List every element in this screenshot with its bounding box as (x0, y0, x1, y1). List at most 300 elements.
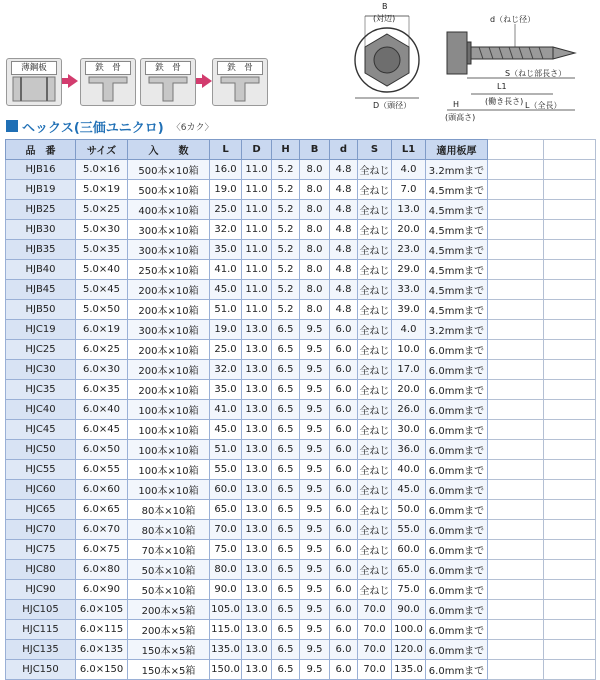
b-label: B (382, 2, 388, 11)
table-cell: 4.5mmまで (426, 280, 488, 300)
b-sub-label: (対辺) (373, 14, 396, 23)
table-cell: 13.0 (242, 420, 272, 440)
table-cell: 8.0 (300, 160, 330, 180)
empty-cell (488, 200, 544, 220)
table-cell: 500本×10箱 (128, 160, 210, 180)
table-cell: 135.0 (210, 640, 242, 660)
table-cell: 70.0 (210, 520, 242, 540)
table-cell: 5.0×45 (76, 280, 128, 300)
empty-cell (488, 600, 544, 620)
table-cell: 200本×10箱 (128, 340, 210, 360)
table-cell: 50本×10箱 (128, 580, 210, 600)
table-cell: 8.0 (300, 260, 330, 280)
table-row (6, 160, 596, 180)
table-cell: 80本×10箱 (128, 500, 210, 520)
table-cell: 8.0 (300, 280, 330, 300)
d-thread-label: d（ねじ径） (490, 15, 536, 24)
table-cell: 30.0 (392, 420, 426, 440)
table-cell: HJB35 (6, 240, 76, 260)
empty-cell (488, 320, 544, 340)
table-cell: 6.0 (330, 400, 358, 420)
empty-cell (488, 500, 544, 520)
table-cell: 8.0 (300, 240, 330, 260)
table-cell: HJC65 (6, 500, 76, 520)
table-cell: 70本×10箱 (128, 540, 210, 560)
table-cell: 65.0 (210, 500, 242, 520)
table-cell: HJC105 (6, 600, 76, 620)
empty-cell (544, 220, 596, 240)
table-cell: 45.0 (210, 420, 242, 440)
thin-steel-plate-icon (6, 58, 62, 106)
table-cell: 11.0 (242, 220, 272, 240)
table-cell: 6.5 (272, 620, 300, 640)
table-cell: 9.5 (300, 560, 330, 580)
table-cell: 300本×10箱 (128, 220, 210, 240)
empty-cell (544, 500, 596, 520)
table-cell: 6.5 (272, 540, 300, 560)
empty-cell (544, 300, 596, 320)
table-cell: 6.0 (330, 460, 358, 480)
table-cell: 9.5 (300, 640, 330, 660)
table-cell: 6.0mmまで (426, 420, 488, 440)
table-row (6, 360, 596, 380)
empty-cell (544, 260, 596, 280)
table-cell: 80.0 (210, 560, 242, 580)
table-row (6, 620, 596, 640)
table-cell: 19.0 (210, 180, 242, 200)
table-row (6, 580, 596, 600)
table-cell: 9.5 (300, 540, 330, 560)
table-cell: 5.0×16 (76, 160, 128, 180)
table-cell: 3.2mmまで (426, 160, 488, 180)
table-cell: 全ねじ (358, 440, 392, 460)
table-cell: 65.0 (392, 560, 426, 580)
table-cell: 500本×10箱 (128, 180, 210, 200)
table-cell: HJB50 (6, 300, 76, 320)
table-cell: 5.2 (272, 160, 300, 180)
table-cell: HJB40 (6, 260, 76, 280)
col-header: 適用板厚 (426, 140, 488, 160)
table-cell: 6.0mmまで (426, 340, 488, 360)
arrow-right-icon (68, 74, 78, 88)
screw-dimension-diagram (345, 2, 595, 124)
table-cell: 9.5 (300, 660, 330, 680)
steel-frame-icon (80, 58, 136, 106)
table-cell: 250本×10箱 (128, 260, 210, 280)
table-cell: 50.0 (392, 500, 426, 520)
table-row (6, 520, 596, 540)
table-cell: 6.0 (330, 520, 358, 540)
table-cell: HJC40 (6, 400, 76, 420)
process-icons (6, 58, 266, 108)
table-row (6, 640, 596, 660)
empty-cell (544, 380, 596, 400)
empty-cell (544, 520, 596, 540)
table-row (6, 460, 596, 480)
table-cell: 135.0 (392, 660, 426, 680)
table-cell: 6.0×90 (76, 580, 128, 600)
table-cell: 45.0 (392, 480, 426, 500)
table-cell: 6.0 (330, 540, 358, 560)
table-cell: 4.5mmまで (426, 180, 488, 200)
table-cell: 90.0 (392, 600, 426, 620)
table-cell: 6.0×80 (76, 560, 128, 580)
table-row (6, 340, 596, 360)
table-cell: 全ねじ (358, 240, 392, 260)
l-label: L（全長） (525, 101, 562, 110)
table-cell: 6.0×150 (76, 660, 128, 680)
table-cell: 6.0 (330, 420, 358, 440)
table-cell: 6.0mmまで (426, 660, 488, 680)
table-cell: HJC45 (6, 420, 76, 440)
table-cell: 全ねじ (358, 540, 392, 560)
table-cell: HJC25 (6, 340, 76, 360)
empty-cell (544, 320, 596, 340)
table-cell: HJB25 (6, 200, 76, 220)
table-cell: HJC90 (6, 580, 76, 600)
table-cell: HJC75 (6, 540, 76, 560)
table-cell: 6.0mmまで (426, 600, 488, 620)
table-cell: 6.0mmまで (426, 480, 488, 500)
empty-cell (488, 380, 544, 400)
empty-cell (488, 660, 544, 680)
empty-cell (544, 280, 596, 300)
empty-col-header (544, 140, 596, 160)
table-row (6, 400, 596, 420)
table-cell: 5.0×35 (76, 240, 128, 260)
table-cell: 8.0 (300, 180, 330, 200)
table-cell: 13.0 (242, 500, 272, 520)
table-cell: 55.0 (210, 460, 242, 480)
col-header: 品 番 (6, 140, 76, 160)
table-cell: 13.0 (242, 380, 272, 400)
table-cell: 5.2 (272, 300, 300, 320)
table-cell: 23.0 (392, 240, 426, 260)
table-cell: 5.2 (272, 240, 300, 260)
table-cell: 全ねじ (358, 560, 392, 580)
table-cell: 25.0 (210, 340, 242, 360)
table-cell: 4.8 (330, 180, 358, 200)
table-row (6, 220, 596, 240)
table-cell: 6.0mmまで (426, 360, 488, 380)
table-cell: 全ねじ (358, 300, 392, 320)
table-cell: 6.0 (330, 340, 358, 360)
table-cell: 3.2mmまで (426, 320, 488, 340)
table-cell: 6.0×45 (76, 420, 128, 440)
table-cell: 100本×10箱 (128, 480, 210, 500)
table-cell: 4.0 (392, 160, 426, 180)
table-cell: 13.0 (392, 200, 426, 220)
table-cell: 6.0 (330, 500, 358, 520)
empty-cell (488, 480, 544, 500)
table-cell: 13.0 (242, 580, 272, 600)
table-cell: 13.0 (242, 600, 272, 620)
table-row (6, 380, 596, 400)
col-header: d (330, 140, 358, 160)
table-row (6, 480, 596, 500)
empty-cell (488, 400, 544, 420)
table-cell: 全ねじ (358, 580, 392, 600)
table-cell: 全ねじ (358, 280, 392, 300)
table-cell: 6.0mmまで (426, 540, 488, 560)
table-cell: 17.0 (392, 360, 426, 380)
table-header-row (6, 140, 596, 160)
table-cell: 16.0 (210, 160, 242, 180)
table-cell: 13.0 (242, 440, 272, 460)
table-cell: 全ねじ (358, 220, 392, 240)
table-cell: 33.0 (392, 280, 426, 300)
empty-cell (488, 340, 544, 360)
section-title: ヘックス(三価ユニクロ) (22, 120, 164, 136)
empty-cell (544, 200, 596, 220)
table-cell: 6.0×60 (76, 480, 128, 500)
table-cell: 9.5 (300, 480, 330, 500)
empty-cell (488, 560, 544, 580)
table-cell: 75.0 (210, 540, 242, 560)
table-cell: 5.0×40 (76, 260, 128, 280)
col-header: H (272, 140, 300, 160)
table-cell: 6.0mmまで (426, 580, 488, 600)
table-cell: 5.2 (272, 260, 300, 280)
table-cell: 9.5 (300, 420, 330, 440)
table-cell: 6.5 (272, 660, 300, 680)
table-cell: 4.5mmまで (426, 300, 488, 320)
table-cell: 11.0 (242, 200, 272, 220)
table-row (6, 280, 596, 300)
empty-cell (544, 640, 596, 660)
table-cell: 400本×10箱 (128, 200, 210, 220)
empty-cell (544, 340, 596, 360)
table-cell: 10.0 (392, 340, 426, 360)
square-bullet-icon (6, 120, 18, 132)
col-header: S (358, 140, 392, 160)
table-cell: 19.0 (210, 320, 242, 340)
table-cell: 300本×10箱 (128, 320, 210, 340)
empty-cell (544, 660, 596, 680)
table-cell: 5.0×50 (76, 300, 128, 320)
table-cell: 13.0 (242, 320, 272, 340)
table-cell: 6.0 (330, 360, 358, 380)
table-cell: 4.5mmまで (426, 240, 488, 260)
table-cell: 6.0mmまで (426, 520, 488, 540)
table-cell: 11.0 (242, 160, 272, 180)
table-cell: 35.0 (210, 380, 242, 400)
table-cell: 70.0 (358, 600, 392, 620)
empty-cell (544, 180, 596, 200)
table-cell: HJC115 (6, 620, 76, 640)
table-cell: HJC150 (6, 660, 76, 680)
table-cell: 6.0×105 (76, 600, 128, 620)
table-cell: 13.0 (242, 480, 272, 500)
table-cell: 9.5 (300, 360, 330, 380)
table-cell: 11.0 (242, 180, 272, 200)
table-cell: HJB30 (6, 220, 76, 240)
empty-cell (488, 160, 544, 180)
table-cell: 4.5mmまで (426, 220, 488, 240)
table-cell: 5.0×30 (76, 220, 128, 240)
section-header (6, 117, 214, 135)
col-header: D (242, 140, 272, 160)
table-cell: 6.5 (272, 320, 300, 340)
table-row (6, 600, 596, 620)
table-cell: 6.0 (330, 320, 358, 340)
table-cell: 6.0×65 (76, 500, 128, 520)
icon-label: 鉄 骨 (217, 61, 263, 75)
empty-cell (488, 440, 544, 460)
table-cell: 全ねじ (358, 180, 392, 200)
table-cell: 50本×10箱 (128, 560, 210, 580)
section-subtitle: 〈6カク〉 (171, 122, 214, 133)
table-cell: 13.0 (242, 520, 272, 540)
table-cell: 4.5mmまで (426, 260, 488, 280)
table-cell: 6.5 (272, 460, 300, 480)
arrow-right-icon (202, 74, 212, 88)
table-cell: 4.5mmまで (426, 200, 488, 220)
table-cell: 全ねじ (358, 320, 392, 340)
table-cell: 6.0×75 (76, 540, 128, 560)
table-cell: 6.0×25 (76, 340, 128, 360)
col-header: L (210, 140, 242, 160)
table-cell: 13.0 (242, 360, 272, 380)
table-cell: 13.0 (242, 620, 272, 640)
table-cell: 全ねじ (358, 480, 392, 500)
table-cell: 6.5 (272, 640, 300, 660)
table-cell: 70.0 (358, 620, 392, 640)
table-cell: 32.0 (210, 360, 242, 380)
table-cell: 6.5 (272, 520, 300, 540)
table-cell: 6.0mmまで (426, 380, 488, 400)
table-cell: 200本×10箱 (128, 360, 210, 380)
table-cell: 300本×10箱 (128, 240, 210, 260)
empty-cell (544, 240, 596, 260)
table-cell: 6.0×50 (76, 440, 128, 460)
table-cell: HJC35 (6, 380, 76, 400)
table-cell: HJC19 (6, 320, 76, 340)
table-cell: 51.0 (210, 440, 242, 460)
table-cell: 13.0 (242, 640, 272, 660)
table-cell: 6.0 (330, 660, 358, 680)
l1-sub-label: (働き長さ) (485, 97, 524, 106)
table-cell: 60.0 (210, 480, 242, 500)
table-cell: 6.0×35 (76, 380, 128, 400)
table-cell: 6.5 (272, 440, 300, 460)
table-cell: 100本×10箱 (128, 420, 210, 440)
table-cell: 6.5 (272, 580, 300, 600)
empty-cell (544, 560, 596, 580)
empty-cell (544, 460, 596, 480)
steel-frame-icon (140, 58, 196, 106)
table-cell: 全ねじ (358, 420, 392, 440)
table-cell: 41.0 (210, 400, 242, 420)
table-cell: 5.0×19 (76, 180, 128, 200)
table-cell: 全ねじ (358, 260, 392, 280)
table-row (6, 200, 596, 220)
h-sub-label: (頭高さ) (445, 113, 476, 122)
s-label: S（ねじ部長さ） (505, 69, 567, 78)
table-cell: 13.0 (242, 540, 272, 560)
table-cell: 4.8 (330, 220, 358, 240)
table-cell: 6.0×19 (76, 320, 128, 340)
table-cell: 6.5 (272, 480, 300, 500)
table-cell: 5.2 (272, 220, 300, 240)
table-cell: 6.5 (272, 420, 300, 440)
empty-cell (488, 420, 544, 440)
table-cell: 6.5 (272, 360, 300, 380)
table-cell: 6.5 (272, 340, 300, 360)
empty-cell (488, 620, 544, 640)
table-row (6, 540, 596, 560)
table-cell: 6.0mmまで (426, 400, 488, 420)
empty-cell (544, 600, 596, 620)
table-cell: 9.5 (300, 340, 330, 360)
table-cell: 全ねじ (358, 340, 392, 360)
table-row (6, 260, 596, 280)
empty-cell (488, 220, 544, 240)
table-cell: 150本×5箱 (128, 640, 210, 660)
table-cell: 6.0 (330, 560, 358, 580)
table-cell: HJB19 (6, 180, 76, 200)
table-cell: 9.5 (300, 400, 330, 420)
table-row (6, 560, 596, 580)
table-body (6, 160, 596, 680)
table-cell: 29.0 (392, 260, 426, 280)
icon-label: 鉄 骨 (85, 61, 131, 75)
table-cell: HJC135 (6, 640, 76, 660)
table-cell: 20.0 (392, 220, 426, 240)
empty-cell (488, 580, 544, 600)
table-cell: 5.0×25 (76, 200, 128, 220)
table-cell: 11.0 (242, 280, 272, 300)
col-header: B (300, 140, 330, 160)
table-cell: 70.0 (358, 660, 392, 680)
table-cell: 4.8 (330, 240, 358, 260)
table-cell: 13.0 (242, 560, 272, 580)
d-head-label: D（頭径） (373, 101, 412, 110)
empty-cell (544, 480, 596, 500)
table-cell: 51.0 (210, 300, 242, 320)
table-cell: 全ねじ (358, 380, 392, 400)
table-cell: 39.0 (392, 300, 426, 320)
table-cell: 100本×10箱 (128, 440, 210, 460)
table-cell: 75.0 (392, 580, 426, 600)
table-cell: 6.0 (330, 620, 358, 640)
empty-cell (488, 300, 544, 320)
table-cell: 6.5 (272, 560, 300, 580)
table-cell: 200本×10箱 (128, 380, 210, 400)
table-cell: 全ねじ (358, 520, 392, 540)
table-cell: 全ねじ (358, 500, 392, 520)
table-cell: 26.0 (392, 400, 426, 420)
table-cell: 6.0×70 (76, 520, 128, 540)
table-row (6, 440, 596, 460)
table-cell: 6.0mmまで (426, 640, 488, 660)
table-cell: 5.2 (272, 200, 300, 220)
table-cell: 55.0 (392, 520, 426, 540)
table-cell: 6.0×40 (76, 400, 128, 420)
table-cell: 150本×5箱 (128, 660, 210, 680)
table-cell: 13.0 (242, 460, 272, 480)
table-cell: 全ねじ (358, 460, 392, 480)
empty-cell (544, 580, 596, 600)
table-cell: 70.0 (358, 640, 392, 660)
table-cell: 60.0 (392, 540, 426, 560)
table-cell: 35.0 (210, 240, 242, 260)
col-header: サイズ (76, 140, 128, 160)
table-cell: 9.5 (300, 460, 330, 480)
table-cell: 6.0 (330, 380, 358, 400)
table-cell: 6.0 (330, 480, 358, 500)
spec-table (5, 139, 596, 680)
